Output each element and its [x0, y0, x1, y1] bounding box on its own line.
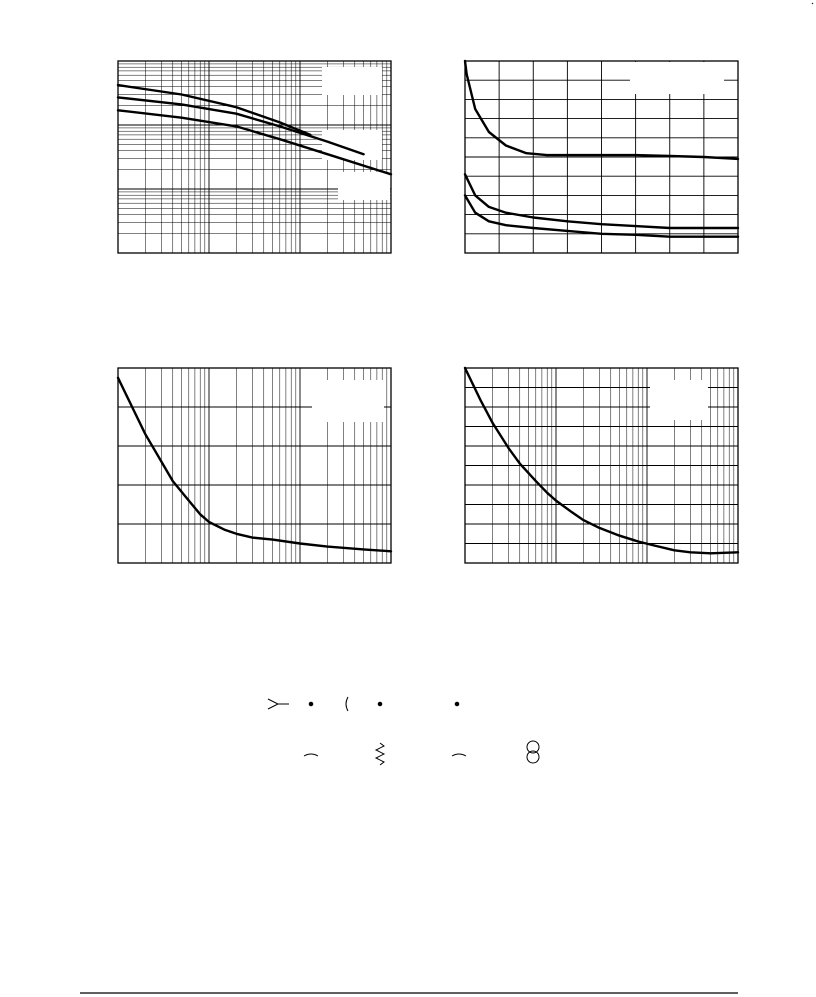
- legend-box: [322, 67, 382, 95]
- arc-symbol: [304, 754, 318, 756]
- resistor-icon: [376, 743, 384, 765]
- legend-box: [338, 172, 390, 200]
- chart-bottom-right: [465, 368, 738, 563]
- charts-layer: [118, 61, 738, 563]
- node-dot: [378, 702, 382, 706]
- chart-top-right: [465, 61, 738, 253]
- corner-mark: [812, 3, 813, 4]
- node-dot: [455, 702, 459, 706]
- legend-box: [630, 62, 724, 94]
- chart-bottom-left: [118, 368, 391, 563]
- legend-box: [312, 380, 384, 422]
- arc-symbol: [452, 754, 466, 756]
- junction-y-symbol: [268, 699, 289, 709]
- node-dot: [309, 702, 313, 706]
- chart-top-left: [118, 61, 391, 253]
- equivalent-circuit-fragments: [268, 697, 539, 765]
- bracket-symbol: [346, 697, 348, 711]
- legend-box: [650, 380, 708, 420]
